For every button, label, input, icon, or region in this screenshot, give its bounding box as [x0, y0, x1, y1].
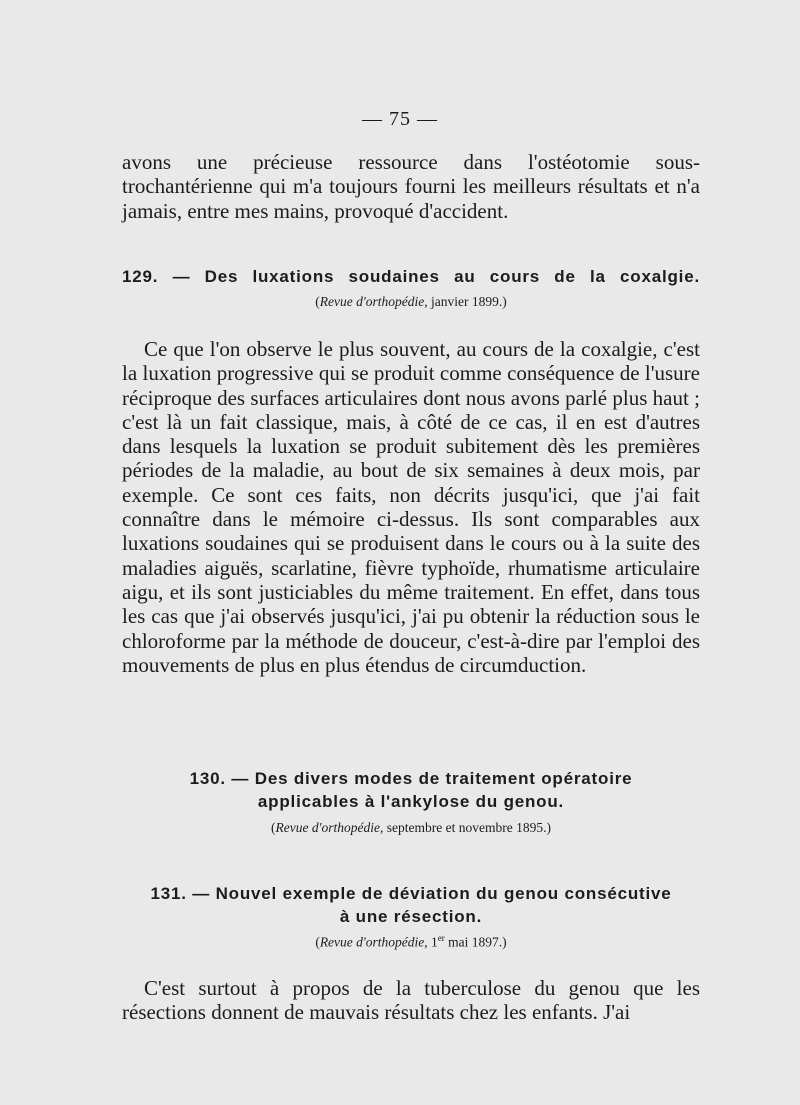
- section-title-text: — Nouvel exemple de déviation du genou consécutive: [192, 884, 672, 903]
- citation-date: janvier 1899.: [431, 294, 503, 309]
- section-131-body: [122, 976, 700, 1025]
- section-130-heading: [122, 767, 700, 813]
- section-number: 130.: [189, 769, 226, 788]
- section-title: — Des luxations soudaines au cours de la coxalgie.: [172, 267, 700, 286]
- body-paragraph: Ce que l'on observe le plus souvent, au cours de la coxalgie, c'est la luxation progressive qui se produit comme conséquence de l'usure réciproque des surfaces articulaires dont nous avons parlé plus haut ; c'est là un fait classique, mais, à côté de ce cas, il en est d'autres dans lesquels la luxation se produit subitement dès les premières périodes de la maladie, au bout de six semaines à deux mois, par exemple. Ce sont ces faits, non décrits jusqu'ici, que j'ai fait connaître dans le mémoire ci-dessus. Ils sont comparables aux luxations soudaines qui se produisent dans le cours ou à la suite des maladies aiguës, scarlatine, fièvre typhoïde, rhumatisme articulaire aigu, et ils sont justiciables du même traitement. En effet, dans tous les cas que j'ai observés jusqu'ici, j'ai pu obtenir la réduction sous le chloroforme par la méthode de douceur, c'est-à-dire par l'emploi des mouvements de plus en plus étendus de circumduction.: [122, 337, 700, 677]
- section-title-line1: [122, 882, 700, 905]
- section-title-line1: [122, 767, 700, 790]
- section-title-text: — Des divers modes de traitement opératoire: [231, 769, 633, 788]
- section-129-body: [122, 337, 700, 677]
- citation-sup: er: [437, 933, 445, 943]
- citation-day: 1: [431, 934, 438, 950]
- section-131-citation: (Revue d'orthopédie, 1er mai 1897.): [315, 933, 507, 950]
- section-title-line2: à une résection.: [339, 907, 483, 926]
- body-paragraph: C'est surtout à propos de la tuberculose du genou que les résections donnent de mauvais résultats chez les enfants. J'ai: [122, 976, 700, 1025]
- section-129-citation: (Revue d'orthopédie, janvier 1899.): [315, 294, 507, 309]
- section-title-line2: applicables à l'ankylose du genou.: [257, 792, 565, 811]
- section-129-heading: [122, 265, 700, 288]
- page-number: — 75 —: [362, 108, 438, 130]
- intro-paragraph: [122, 150, 700, 223]
- citation-date: mai 1897.: [448, 934, 503, 950]
- citation-journal: Revue d'orthopédie,: [319, 934, 428, 950]
- section-number: 129.: [122, 267, 159, 286]
- citation-journal: Revue d'orthopédie,: [319, 294, 428, 309]
- section-131-heading: [122, 882, 700, 928]
- intro-text: avons une précieuse ressource dans l'ostéotomie sous-trochantérienne qui m'a toujours fourni les meilleurs résultats et n'a jamais, entre mes mains, provoqué d'accident.: [122, 150, 700, 223]
- citation-date: septembre et novembre 1895.: [386, 820, 547, 835]
- section-number: 131.: [150, 884, 187, 903]
- citation-journal: Revue d'orthopédie,: [275, 820, 384, 835]
- section-130-citation: (Revue d'orthopédie, septembre et novembre 1895.): [271, 820, 551, 835]
